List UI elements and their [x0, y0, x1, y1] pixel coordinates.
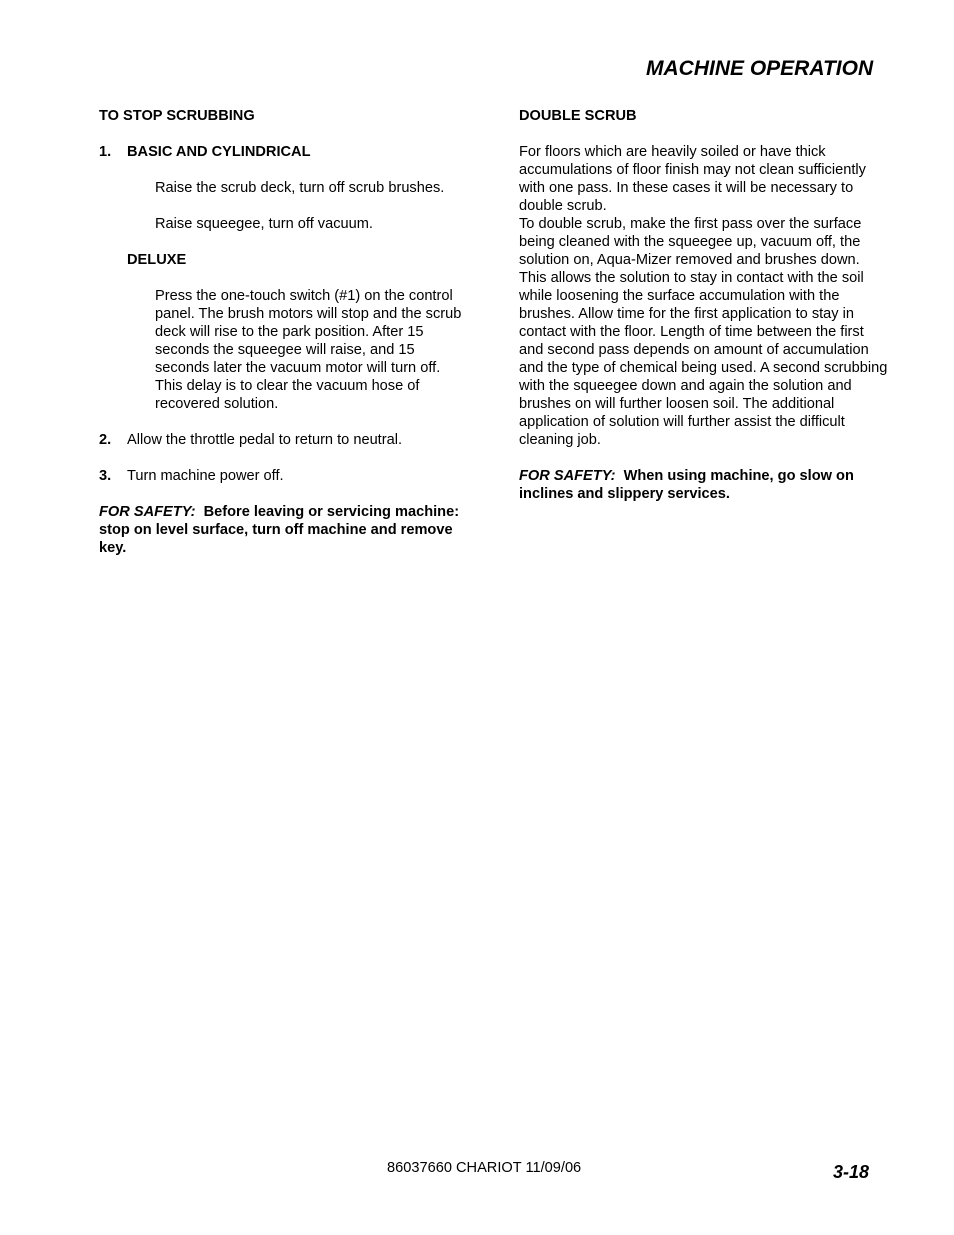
step-2-number: 2. — [99, 432, 112, 448]
page-number: 3-18 — [833, 1162, 870, 1182]
right-column — [519, 107, 891, 503]
step-3 — [99, 467, 469, 485]
safety-label-left: FOR SAFETY: — [99, 504, 196, 520]
safety-note-left — [99, 503, 469, 557]
page-title: MACHINE OPERATION — [646, 57, 874, 80]
step-1-label: BASIC AND CYLINDRICAL — [127, 144, 311, 160]
step-3-number: 3. — [99, 468, 112, 484]
step-1-paragraph-1: Raise the scrub deck, turn off scrub brushes. — [155, 180, 445, 196]
footer-document-id: 86037660 CHARIOT 11/09/06 — [387, 1160, 582, 1176]
left-column — [99, 107, 469, 557]
double-scrub-paragraph-2: To double scrub, make the first pass over the surface being cleaned with the squeegee up, vacuum off, the solution on, Aqua-Mizer removed and brushes down. This allows the solution to stay in contact with the soil while loosening the surface accumulation with the brushes. Allow time for the first application to stay in contact with the floor. Length of time between the first and second pass depends on amount of accumulation and the type of chemical being used. A second scrubbing with the squeegee down and again the solution and brushes on will further loosen soil. The additional application of solution will further assist the difficult cleaning job. — [519, 216, 888, 448]
safety-label-right: FOR SAFETY: — [519, 468, 616, 484]
step-1-paragraph-2: Raise squeegee, turn off vacuum. — [155, 216, 373, 232]
double-scrub-paragraph-1: For floors which are heavily soiled or have thick accumulations of floor finish may not clean sufficiently with one pass. In these cases it will be necessary to double scrub. — [519, 144, 866, 214]
step-1-number: 1. — [99, 144, 112, 160]
step-3-text: Turn machine power off. — [127, 468, 284, 484]
safety-text-left: Before leaving or servicing machine: stop on level surface, turn off machine and remove key. — [99, 504, 460, 556]
deluxe-label: DELUXE — [127, 252, 187, 268]
deluxe-paragraph: Press the one-touch switch (#1) on the control panel. The brush motors will stop and the scrub deck will rise to the park position. After 15 seconds the squeegee will raise, and 15 seconds later the vacuum motor will turn off. This delay is to clear the vacuum hose of recovered solution. — [155, 288, 462, 412]
section-title-double-scrub: DOUBLE SCRUB — [519, 108, 637, 124]
step-1-heading — [99, 143, 469, 161]
step-2 — [99, 431, 469, 449]
safety-note-right — [519, 467, 891, 503]
step-2-text: Allow the throttle pedal to return to neutral. — [127, 432, 403, 448]
section-title-stop-scrubbing: TO STOP SCRUBBING — [99, 108, 255, 124]
safety-text-right: When using machine, go slow on inclines and slippery services. — [519, 468, 854, 502]
